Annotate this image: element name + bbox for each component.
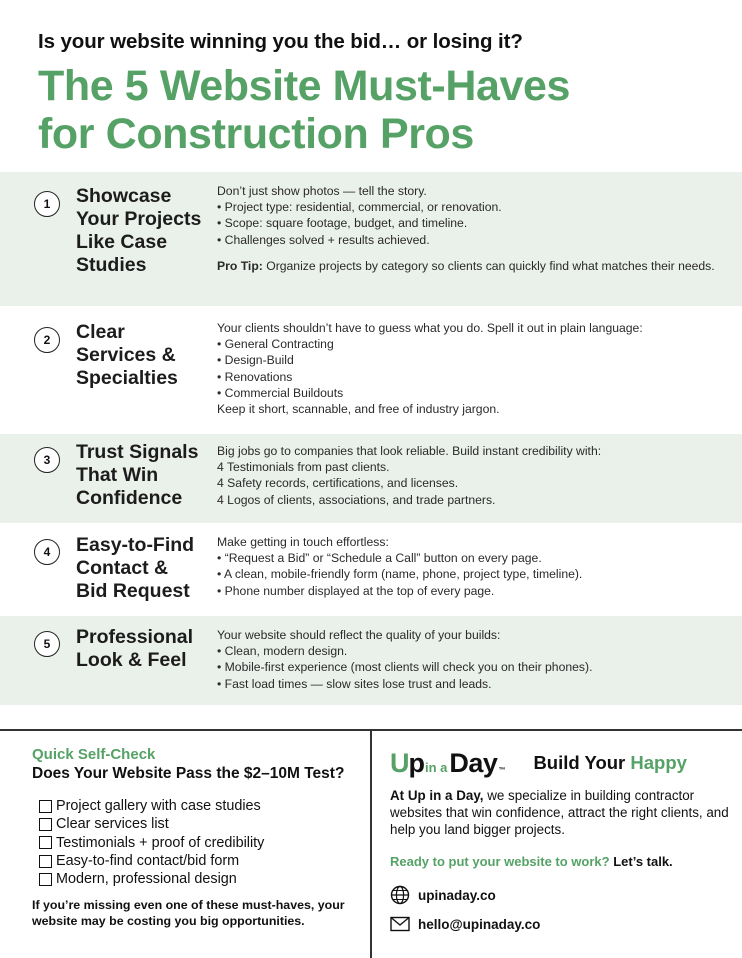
brand-intro-rest: we specialize in building contractor websites that win confidence, attract the right clients, and help you land bigger projects. <box>390 788 729 837</box>
checklist-item-label: Testimonials + proof of credibility <box>56 834 265 851</box>
section-title-line: Like Case <box>76 231 168 253</box>
section-title-line: Trust Signals <box>76 441 199 463</box>
pro-tip-text: Organize projects by category so clients can quickly find what matches their needs. <box>262 258 715 273</box>
section-easy-contact <box>0 523 742 616</box>
section-showcase-projects <box>0 172 742 306</box>
checklist-item-label: Modern, professional design <box>56 871 237 888</box>
body-line: • General Contracting <box>217 337 334 352</box>
body-line: Make getting in touch effortless: <box>217 535 389 549</box>
brand-tagline <box>533 752 687 774</box>
section-title-line: Contact & <box>76 557 169 579</box>
checklist-item-label: Easy-to-find contact/bid form <box>56 852 240 869</box>
checkbox[interactable] <box>39 836 52 849</box>
section-title-line: Your Projects <box>76 208 202 230</box>
section-title-line: Look & Feel <box>76 649 187 671</box>
body-line: • Clean, modern design. <box>217 644 348 659</box>
section-title-line: Showcase <box>76 185 172 207</box>
body-line: • Scope: square footage, budget, and timeline. <box>217 216 468 231</box>
section-title <box>76 321 211 390</box>
headline-line-2: for Construction Pros <box>38 110 474 158</box>
mail-icon <box>390 916 410 932</box>
email-link[interactable]: hello@upinaday.co <box>418 916 541 932</box>
section-title-line: Bid Request <box>76 580 190 602</box>
logo-trademark: ™ <box>498 766 506 774</box>
body-line: • Fast load times — slow sites lose trust and leads. <box>217 676 492 691</box>
section-body <box>217 183 717 274</box>
section-number-badge: 1 <box>34 191 60 217</box>
email-contact[interactable] <box>390 916 730 932</box>
section-title-line: Services & <box>76 344 176 366</box>
section-number-badge: 4 <box>34 539 60 565</box>
body-line: • Commercial Buildouts <box>217 385 344 400</box>
body-line: 4 Logos of clients, associations, and trade partners. <box>217 492 496 507</box>
brand-header <box>390 745 730 781</box>
section-title-line: Specialties <box>76 367 178 389</box>
brand-intro-bold: At Up in a Day, <box>390 788 484 803</box>
body-line: • Mobile-first experience (most clients will check you on their phones). <box>217 660 593 675</box>
body-line: • Challenges solved + results achieved. <box>217 232 430 247</box>
cta-talk: Let’s talk. <box>609 854 673 869</box>
checklist-item-label: Clear services list <box>56 816 169 833</box>
section-title-line: Confidence <box>76 487 183 509</box>
brand-intro <box>390 787 730 838</box>
body-line: 4 Testimonials from past clients. <box>217 460 390 475</box>
brand-panel <box>390 745 730 932</box>
checkbox[interactable] <box>39 855 52 868</box>
vertical-divider <box>370 730 372 958</box>
section-title-line: That Win <box>76 464 159 486</box>
checkbox[interactable] <box>39 800 52 813</box>
section-body <box>217 627 717 692</box>
checklist-item[interactable] <box>39 797 362 815</box>
section-number-badge: 5 <box>34 631 60 657</box>
section-number-badge: 3 <box>34 447 60 473</box>
self-check-list <box>39 797 362 888</box>
website-link[interactable]: upinaday.co <box>418 887 496 903</box>
body-line: • Project type: residential, commercial, or renovation. <box>217 200 502 215</box>
cta-line <box>390 854 730 869</box>
checkbox[interactable] <box>39 818 52 831</box>
logo-in-a: in a <box>425 759 448 775</box>
body-line: • Renovations <box>217 369 293 384</box>
body-line: • “Request a Bid” or “Schedule a Call” button on every page. <box>217 551 542 566</box>
body-line: • A clean, mobile-friendly form (name, phone, project type, timeline). <box>217 567 583 582</box>
cta-question: Ready to put your website to work? <box>390 854 610 869</box>
website-contact[interactable] <box>390 885 730 905</box>
tagline-part: Build Your <box>533 752 631 773</box>
headline-line-1: The 5 Website Must-Haves <box>38 62 571 110</box>
body-line: • Design-Build <box>217 353 294 368</box>
section-title <box>76 534 211 603</box>
self-check-label: Quick Self-Check <box>32 746 156 763</box>
body-line: 4 Safety records, certifications, and licenses. <box>217 476 459 491</box>
body-line: Don’t just show photos — tell the story. <box>217 184 427 198</box>
globe-icon <box>390 885 410 905</box>
section-number-badge: 2 <box>34 327 60 353</box>
up-in-a-day-logo <box>390 748 505 779</box>
section-professional-look <box>0 616 742 705</box>
section-body <box>217 443 717 508</box>
logo-letter-p: p <box>408 747 424 778</box>
checkbox[interactable] <box>39 873 52 886</box>
section-title <box>76 185 211 277</box>
pro-tip <box>217 258 717 274</box>
section-title-line: Professional <box>76 626 194 648</box>
checklist-item[interactable] <box>39 870 362 888</box>
checklist-item[interactable] <box>39 852 362 870</box>
page-title <box>38 62 570 158</box>
section-title <box>76 626 211 672</box>
self-check-question: Does Your Website Pass the $2–10M Test? <box>32 765 345 782</box>
checklist-item-label: Project gallery with case studies <box>56 798 261 814</box>
logo-letter-u: U <box>390 747 409 778</box>
body-line: • Phone number displayed at the top of every page. <box>217 583 495 598</box>
self-check-note: If you’re missing even one of these must-haves, your website may be costing you big opportunities. <box>32 898 345 928</box>
body-line: Big jobs go to companies that look reliable. Build instant credibility with: <box>217 444 602 458</box>
self-check-panel <box>32 745 362 929</box>
body-line: Keep it short, scannable, and free of industry jargon. <box>217 402 500 417</box>
body-line: Your clients shouldn’t have to guess what you do. Spell it out in plain language: <box>217 321 643 335</box>
section-title <box>76 441 211 510</box>
checklist-item[interactable] <box>39 834 362 852</box>
section-trust-signals <box>0 434 742 523</box>
section-clear-services <box>0 306 742 434</box>
checklist-item[interactable] <box>39 815 362 833</box>
body-line: Your website should reflect the quality of your builds: <box>217 628 501 642</box>
tagline-accent: Happy <box>630 752 687 773</box>
must-have-sections <box>0 172 742 705</box>
section-title-line: Studies <box>76 254 147 276</box>
pro-tip-label: Pro Tip: <box>217 258 263 273</box>
logo-day: Day <box>449 747 498 778</box>
section-body <box>217 534 717 599</box>
section-body <box>217 320 717 417</box>
kicker: Is your website winning you the bid… or losing it? <box>38 30 523 53</box>
section-title-line: Clear <box>76 321 125 343</box>
section-title-line: Easy-to-Find <box>76 534 195 556</box>
